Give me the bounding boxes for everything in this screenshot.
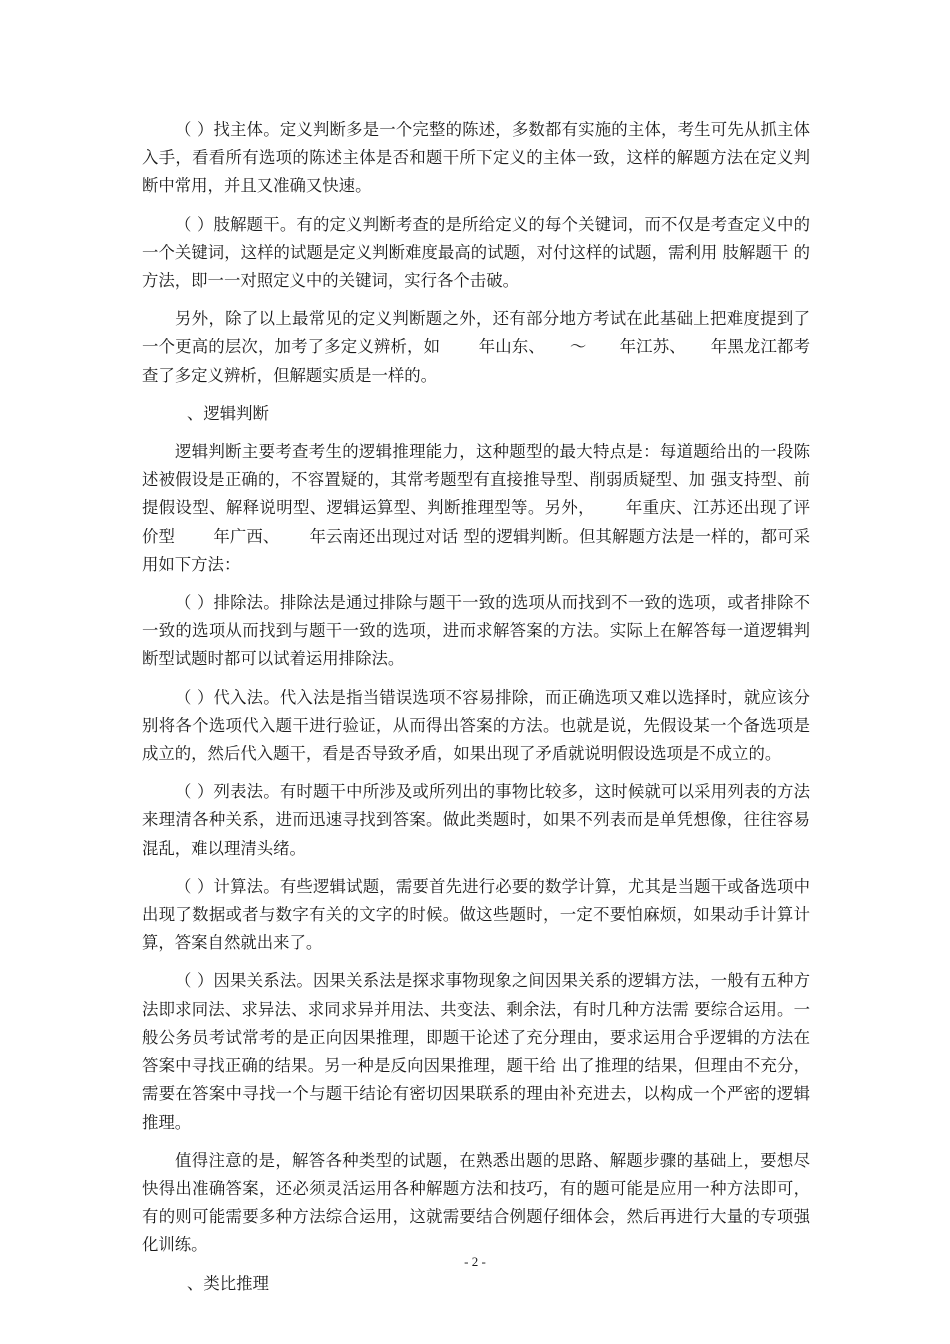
- section-heading-analogy: 、类比推理: [187, 1273, 269, 1293]
- paragraph-elimination-method: （ ）排除法。排除法是通过排除与题干一致的选项从而找到不一致的选项，或者排除不一致的选项从而找到与题干一致的选项，进而求解答案的方法。实际上在解答每一道逻辑判断型试题时都可以试着运用排除法。: [142, 593, 810, 669]
- section-heading-logic: 、逻辑判断: [187, 403, 269, 423]
- paragraph-logic-intro: 逻辑判断主要考查考生的逻辑推理能力，这种题型的最大特点是：每道题给出的一段陈述被假设是正确的，不容置疑的，其常考题型有直接推导型、削弱质疑型、加 强支持型、前提假设型、解释说明型、逻辑运算型、判断推理型等。另外， 年重庆、江苏还出现了评价型 年广西、 年云南还出现过对话 型的逻辑判断。但其解题方法是一样的，都可采用如下方法：: [142, 442, 810, 574]
- page-number: - 2 -: [464, 1254, 486, 1269]
- paragraph-find-subject: （ ）找主体。定义判断多是一个完整的陈述，多数都有实施的主体，考生可先从抓主体入手，看看所有选项的陈述主体是否和题干所下定义的主体一致，这样的解题方法在定义判断中常用，并且又准确又快速。: [142, 120, 810, 196]
- paragraph-calculation-method: （ ）计算法。有些逻辑试题，需要首先进行必要的数学计算，尤其是当题干或备选项中出现了数据或者与数字有关的文字的时候。做这些题时，一定不要怕麻烦，如果动手计算计算，答案自然就出来了。: [142, 876, 810, 953]
- paragraph-multi-definition: 另外，除了以上最常见的定义判断题之外，还有部分地方考试在此基础上把难度提到了一个更高的层次，加考了多定义辨析，如 年山东、 ～ 年江苏、 年黑龙江都考查了多定义辨析，但解题实质是一样的。: [142, 309, 810, 385]
- paragraph-causal-method: （ ）因果关系法。因果关系法是探求事物现象之间因果关系的逻辑方法，一般有五种方法即求同法、求异法、求同求异并用法、共变法、剩余法，有时几种方法需 要综合运用。一般公务员考试常考的是正向因果推理，即题干论述了充分理由，要求运用合乎逻辑的方法在答案中寻找正确的结果。另一种是反向因果推理，题干给 出了推理的结果，但理由不充分，需要在答案中寻找一个与题干结论有密切因果联系的理由补充进去，以构成一个严密的逻辑推理。: [142, 971, 810, 1132]
- paragraph-substitution-method: （ ）代入法。代入法是指当错误选项不容易排除，而正确选项又难以选择时，就应该分别将各个选项代入题干进行验证，从而得出答案的方法。也就是说，先假设某一个备选项是成立的，然后代入题干，看是否导致矛盾，如果出现了矛盾就说明假设选项是不成立的。: [142, 687, 810, 764]
- paragraph-dissect-question: （ ）肢解题干。有的定义判断考查的是所给定义的每个关键词，而不仅是考查定义中的一个关键词，这样的试题是定义判断难度最高的试题，对付这样的试题，需利用 肢解题干 的方法，即一一对照定义中的关键词，实行各个击破。: [142, 214, 810, 291]
- paragraph-conclusion: 值得注意的是，解答各种类型的试题，在熟悉出题的思路、解题步骤的基础上，要想尽快得出准确答案，还必须灵活运用各种解题方法和技巧，有的题可能是应用一种方法即可，有的则可能需要多种方法综合运用，这就需要结合例题仔细体会，然后再进行大量的专项强化训练。: [142, 1150, 810, 1255]
- document-body: [142, 116, 810, 1308]
- paragraph-table-method: （ ）列表法。有时题干中所涉及或所列出的事物比较多，这时候就可以采用列表的方法来理清各种关系，进而迅速寻找到答案。做此类题时，如果不列表而是单凭想像，往往容易混乱，难以理清头绪。: [142, 782, 810, 858]
